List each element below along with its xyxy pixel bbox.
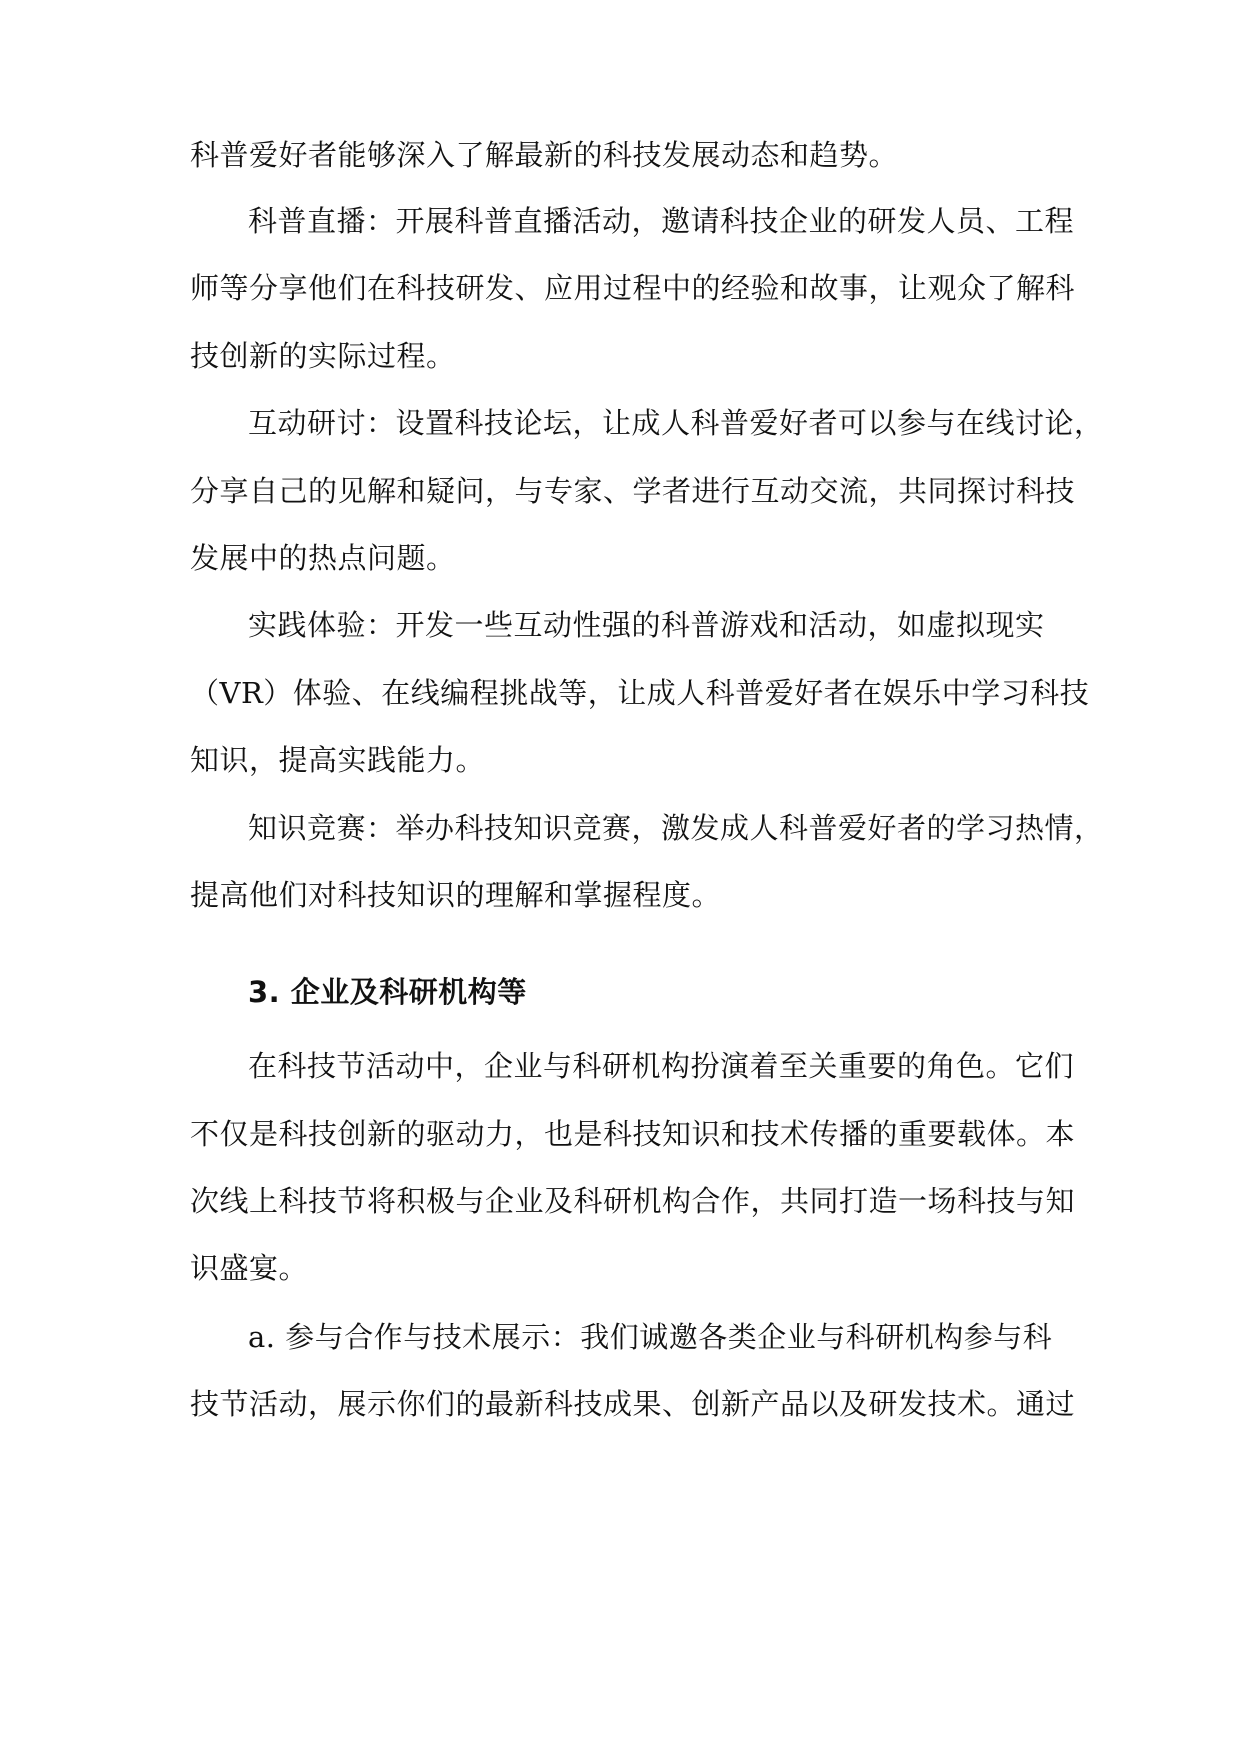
paragraph-line: （VR）体验、在线编程挑战等，让成人科普爱好者在娱乐中学习科技	[190, 676, 1090, 710]
paragraph-line: 科普爱好者能够深入了解最新的科技发展动态和趋势。	[190, 138, 899, 172]
paragraph-line: 技创新的实际过程。	[190, 339, 456, 373]
paragraph-line: 技节活动，展示你们的最新科技成果、创新产品以及研发技术。通过	[190, 1387, 1076, 1421]
paragraph-line: 提高他们对科技知识的理解和掌握程度。	[190, 878, 722, 912]
paragraph-line: 互动研讨：设置科技论坛，让成人科普爱好者可以参与在线讨论，	[248, 406, 1104, 440]
paragraph-line: 实践体验：开发一些互动性强的科普游戏和活动，如虚拟现实	[248, 608, 1045, 642]
paragraph-line: 识盛宴。	[190, 1251, 309, 1285]
paragraph-line: 次线上科技节将积极与企业及科研机构合作，共同打造一场科技与知	[190, 1184, 1076, 1218]
paragraph-line: 分享自己的见解和疑问，与专家、学者进行互动交流，共同探讨科技	[190, 474, 1076, 508]
paragraph-line: a. 参与合作与技术展示：我们诚邀各类企业与科研机构参与科	[248, 1320, 1053, 1354]
paragraph-line: 师等分享他们在科技研发、应用过程中的经验和故事，让观众了解科	[190, 271, 1076, 305]
paragraph-line: 知识，提高实践能力。	[190, 743, 486, 777]
paragraph-line: 发展中的热点问题。	[190, 541, 456, 575]
section-heading: 3. 企业及科研机构等	[248, 975, 527, 1009]
paragraph-line: 不仅是科技创新的驱动力，也是科技知识和技术传播的重要载体。本	[190, 1117, 1076, 1151]
paragraph-line: 科普直播：开展科普直播活动，邀请科技企业的研发人员、工程	[248, 204, 1075, 238]
paragraph-line: 在科技节活动中，企业与科研机构扮演着至关重要的角色。它们	[248, 1049, 1075, 1083]
paragraph-line: 知识竞赛：举办科技知识竞赛，激发成人科普爱好者的学习热情，	[248, 811, 1104, 845]
